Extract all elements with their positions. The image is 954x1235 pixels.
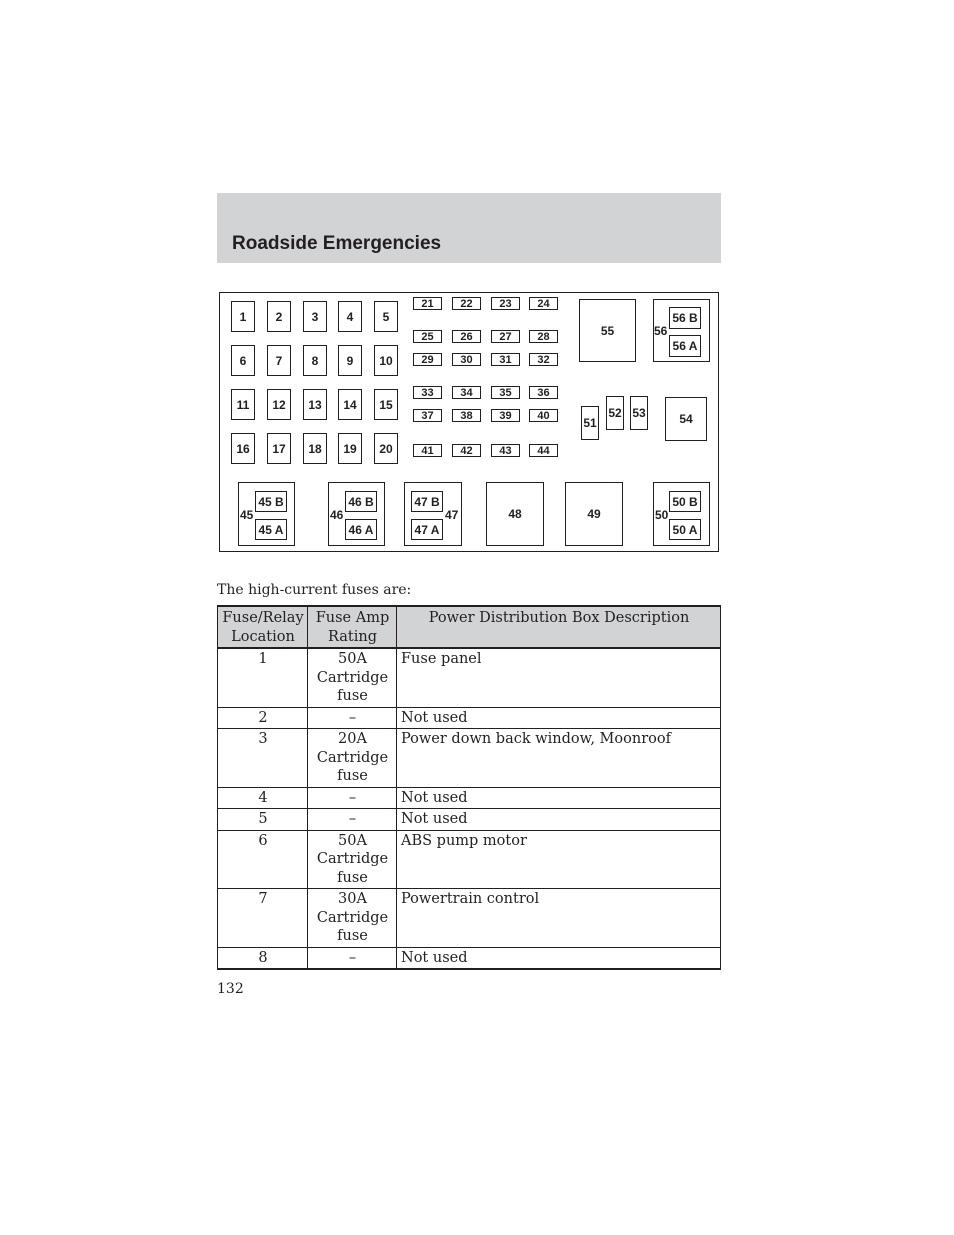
cell-rating-amp: 50A: [338, 832, 367, 849]
fuse-29: 29: [413, 353, 442, 366]
fuse-box-diagram: [219, 292, 719, 552]
fuse-17: 17: [267, 433, 291, 464]
cell-description: Not used: [397, 947, 721, 969]
fuse-44: 44: [529, 444, 558, 457]
cell-rating-type: Cartridge: [316, 851, 389, 867]
fuse-33: 33: [413, 386, 442, 399]
fuse-15: 15: [374, 389, 398, 420]
relay-56a: 56 A: [669, 335, 701, 357]
fuse-26: 26: [452, 330, 481, 343]
cell-rating: –: [308, 707, 397, 729]
cell-location: 7: [218, 889, 308, 948]
relay-46a: 46 A: [345, 519, 377, 540]
fuse-38: 38: [452, 409, 481, 422]
cell-location: 3: [218, 729, 308, 788]
header-location-line1: Fuse/Relay: [222, 610, 304, 626]
fuse-6: 6: [231, 345, 255, 376]
fuse-18: 18: [303, 433, 327, 464]
relay-55: 55: [579, 299, 636, 362]
relay-56b: 56 B: [669, 307, 701, 329]
section-header: [217, 193, 721, 263]
fuse-40: 40: [529, 409, 558, 422]
header-location-line2: Location: [231, 628, 295, 645]
fuse-8: 8: [303, 345, 327, 376]
cell-location: 8: [218, 947, 308, 969]
fuse-42: 42: [452, 444, 481, 457]
header-location: [218, 606, 308, 648]
fuse-7: 7: [267, 345, 291, 376]
fuse-24: 24: [529, 297, 558, 310]
fuse-22: 22: [452, 297, 481, 310]
cell-location: 2: [218, 707, 308, 729]
fuse-20: 20: [374, 433, 398, 464]
cell-location: 4: [218, 787, 308, 809]
cell-rating: [308, 889, 397, 948]
fuse-19: 19: [338, 433, 362, 464]
table-row: [218, 648, 721, 707]
cell-location: 6: [218, 830, 308, 889]
relay-45b: 45 B: [255, 491, 287, 512]
fuse-36: 36: [529, 386, 558, 399]
relay-45-label: 45: [240, 508, 254, 522]
table-row: [218, 947, 721, 969]
relay-54: 54: [665, 397, 707, 441]
fuse-21: 21: [413, 297, 442, 310]
cell-rating-type: Cartridge: [316, 749, 389, 766]
table-row: [218, 707, 721, 729]
cell-description: Fuse panel: [397, 648, 721, 707]
fuse-32: 32: [529, 353, 558, 366]
cell-description: Power down back window, Moonroof: [397, 729, 721, 788]
fuse-37: 37: [413, 409, 442, 422]
cell-rating: –: [308, 947, 397, 969]
relay-46b: 46 B: [345, 491, 377, 512]
cell-description: Powertrain control: [397, 889, 721, 948]
fuse-10: 10: [374, 345, 398, 376]
relay-46-label: 46: [330, 508, 344, 522]
cell-rating-kind: fuse: [337, 928, 368, 944]
relay-47-label: 47: [445, 508, 459, 522]
fuse-35: 35: [491, 386, 520, 399]
cell-rating: –: [308, 787, 397, 809]
cell-rating-kind: fuse: [337, 869, 368, 886]
fuse-23: 23: [491, 297, 520, 310]
relay-50-label: 50: [655, 508, 669, 522]
intro-text: The high-current fuses are:: [217, 582, 412, 598]
cell-location: 1: [218, 648, 308, 707]
cell-rating: –: [308, 809, 397, 831]
table-row: [218, 830, 721, 889]
fuse-9: 9: [338, 345, 362, 376]
cell-rating-amp: 30A: [338, 891, 367, 907]
table-row: [218, 809, 721, 831]
fuse-2: 2: [267, 301, 291, 332]
cell-rating: [308, 729, 397, 788]
table-row: [218, 889, 721, 948]
fuse-31: 31: [491, 353, 520, 366]
fuse-13: 13: [303, 389, 327, 420]
fuse-12: 12: [267, 389, 291, 420]
fuse-1: 1: [231, 301, 255, 332]
fuse-16: 16: [231, 433, 255, 464]
header-rating-line2: Rating: [328, 628, 377, 645]
fuse-39: 39: [491, 409, 520, 422]
fuse-5: 5: [374, 301, 398, 332]
cell-rating-type: Cartridge: [316, 909, 389, 926]
relay-50b: 50 B: [669, 491, 701, 512]
cell-description: ABS pump motor: [397, 830, 721, 889]
cell-description: Not used: [397, 707, 721, 729]
cell-description: Not used: [397, 809, 721, 831]
fuse-34: 34: [452, 386, 481, 399]
relay-56-label: 56: [654, 324, 668, 338]
fuse-11: 11: [231, 389, 255, 420]
relay-45a: 45 A: [255, 519, 287, 540]
relay-47a: 47 A: [411, 519, 443, 540]
relay-53: 53: [630, 396, 648, 430]
fuse-table: [217, 605, 721, 970]
cell-location: 5: [218, 809, 308, 831]
table-header-row: [218, 606, 721, 648]
relay-48: 48: [486, 482, 544, 546]
header-description: Power Distribution Box Description: [397, 606, 721, 648]
fuse-14: 14: [338, 389, 362, 420]
fuse-3: 3: [303, 301, 327, 332]
header-rating: [308, 606, 397, 648]
cell-rating-type: Cartridge: [316, 669, 389, 686]
cell-rating-kind: fuse: [337, 768, 368, 784]
fuse-30: 30: [452, 353, 481, 366]
relay-47b: 47 B: [411, 491, 443, 512]
fuse-27: 27: [491, 330, 520, 343]
cell-rating-amp: 50A: [338, 651, 367, 667]
cell-rating-amp: 20A: [338, 731, 367, 747]
relay-50a: 50 A: [669, 519, 701, 540]
fuse-4: 4: [338, 301, 362, 332]
fuse-25: 25: [413, 330, 442, 343]
header-rating-line1: Fuse Amp: [315, 610, 390, 626]
fuse-41: 41: [413, 444, 442, 457]
fuse-43: 43: [491, 444, 520, 457]
relay-51: 51: [581, 406, 599, 440]
relay-52: 52: [606, 396, 624, 430]
relay-49: 49: [565, 482, 623, 546]
page-number: 132: [217, 981, 244, 997]
cell-rating: [308, 830, 397, 889]
table-row: [218, 729, 721, 788]
section-title: Roadside Emergencies: [232, 233, 442, 254]
fuse-28: 28: [529, 330, 558, 343]
cell-rating-kind: fuse: [337, 688, 368, 704]
cell-rating: [308, 648, 397, 707]
cell-description: Not used: [397, 787, 721, 809]
table-row: [218, 787, 721, 809]
